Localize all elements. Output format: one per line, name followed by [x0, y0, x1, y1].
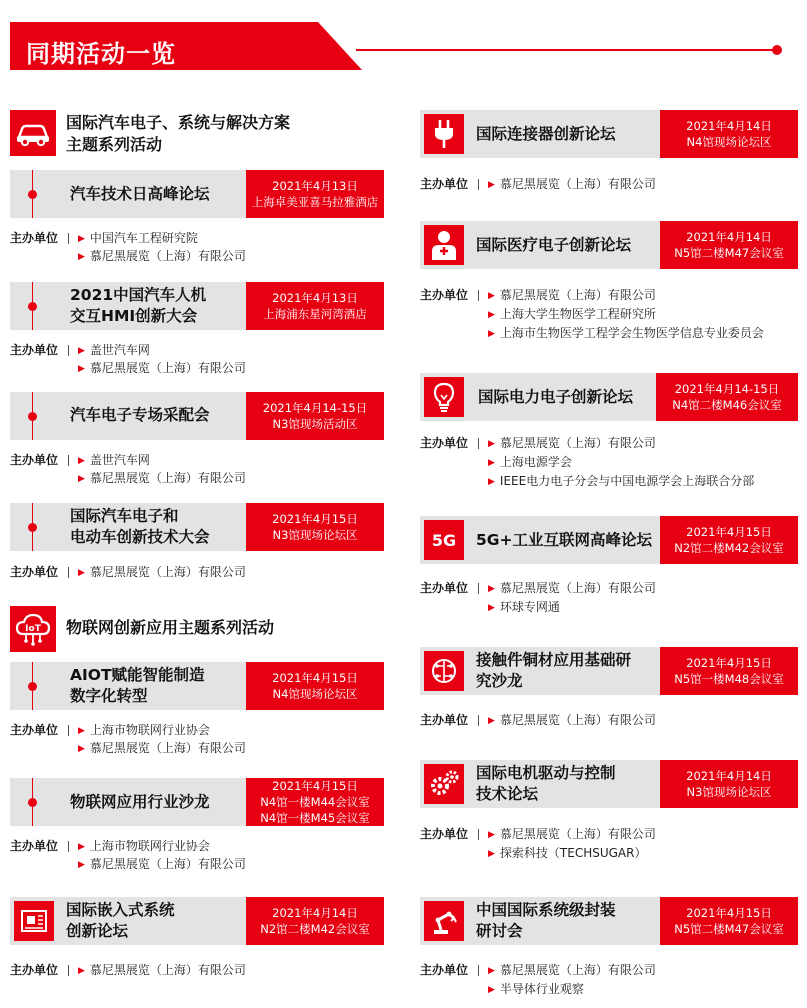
organizer-item: ▶ 慕尼黑展览（上海）有限公司	[488, 713, 656, 727]
organizer-item: ▶ 慕尼黑展览（上海）有限公司	[488, 963, 656, 977]
gears-icon	[424, 764, 464, 804]
event-date-venue: 2021年4月15日 N5馆一楼M48会议室	[660, 647, 798, 695]
organizer-label: 主办单位	[420, 827, 469, 841]
organizer-label: 主办单位	[10, 723, 59, 737]
iot-cloud-icon	[10, 606, 56, 652]
organizer-item: ▶ 环球专网通	[488, 600, 560, 614]
organizer-label: 主办单位	[10, 963, 59, 977]
organizer-item: ▶ 慕尼黑展览（上海）有限公司	[488, 288, 656, 302]
organizer-label: 主办单位	[420, 713, 469, 727]
event-date-venue: 2021年4月14日 N4馆现场论坛区	[660, 110, 798, 158]
event-title: 国际电力电子创新论坛	[478, 388, 634, 406]
organizer-item: ▶ 半导体行业观察	[488, 982, 584, 996]
organizer-separator	[68, 345, 69, 356]
organizer-item: ▶ 慕尼黑展览（上海）有限公司	[78, 249, 246, 263]
event-title: AIOT赋能智能制造 数字化转型	[70, 666, 205, 705]
organizer-separator	[478, 179, 479, 190]
event-title: 物联网应用行业沙龙	[70, 793, 210, 811]
organizer-separator	[478, 583, 479, 594]
event-date-venue: 2021年4月13日 上海浦东星河湾酒店	[246, 282, 384, 330]
organizer-label: 主办单位	[10, 839, 59, 853]
organizer-label: 主办单位	[10, 453, 59, 467]
page-title: 同期活动一览	[26, 40, 176, 68]
category-title-iot: 物联网创新应用主题系列活动	[66, 618, 275, 637]
event-date-venue: 2021年4月14-15日 N4馆二楼M46会议室	[656, 373, 798, 421]
robot-arm-icon	[424, 901, 464, 941]
event-title: 汽车技术日高峰论坛	[70, 185, 210, 203]
event-marker-dot	[28, 682, 37, 691]
event-title: 中国国际系统级封装 研讨会	[476, 901, 616, 940]
event-date-venue: 2021年4月15日 N2馆二楼M42会议室	[660, 516, 798, 564]
event-title: 5G+工业互联网高峰论坛	[476, 531, 652, 549]
lightbulb-icon	[424, 377, 464, 417]
organizer-label: 主办单位	[10, 231, 59, 245]
organizer-item: ▶ 探索科技（TECHSUGAR）	[488, 846, 647, 860]
organizer-label: 主办单位	[10, 565, 59, 579]
event-marker-dot	[28, 190, 37, 199]
doctor-icon	[424, 225, 464, 265]
svg-text:IoT: IoT	[25, 624, 41, 634]
organizer-separator	[478, 290, 479, 301]
organizer-item: ▶ 慕尼黑展览（上海）有限公司	[488, 827, 656, 841]
organizer-label: 主办单位	[420, 963, 469, 977]
organizer-separator	[478, 715, 479, 726]
event-marker-dot	[28, 798, 37, 807]
event-title: 国际电机驱动与控制 技术论坛	[476, 764, 616, 803]
organizer-item: ▶ 慕尼黑展览（上海）有限公司	[78, 565, 246, 579]
organizer-separator	[68, 233, 69, 244]
organizer-item: ▶ 中国汽车工程研究院	[78, 231, 198, 245]
event-title: 国际嵌入式系统 创新论坛	[66, 901, 175, 940]
car-icon	[10, 110, 56, 156]
organizer-item: ▶ 上海大学生物医学工程研究所	[488, 307, 656, 321]
organizer-item: ▶ 慕尼黑展览（上海）有限公司	[488, 177, 656, 191]
organizer-separator	[478, 829, 479, 840]
organizer-separator	[478, 438, 479, 449]
organizer-item: ▶ 上海市物联网行业协会	[78, 839, 210, 853]
event-date-venue: 2021年4月15日 N4馆现场论坛区	[246, 662, 384, 710]
event-title: 国际汽车电子和 电动车创新技术大会	[70, 507, 210, 546]
event-date-venue: 2021年4月14日 N3馆现场论坛区	[660, 760, 798, 808]
event-date-venue: 2021年4月14-15日 N3馆现场活动区	[246, 392, 384, 440]
organizer-item: ▶ 上海市物联网行业协会	[78, 723, 210, 737]
5g-icon: 5G	[424, 520, 464, 560]
event-date-venue: 2021年4月14日 N5馆二楼M47会议室	[660, 221, 798, 269]
organizer-item: ▶ 盖世汽车网	[78, 343, 150, 357]
event-date-venue: 2021年4月14日 N2馆二楼M42会议室	[246, 897, 384, 945]
event-date-venue: 2021年4月15日 N4馆一楼M44会议室 N4馆一楼M45会议室	[246, 778, 384, 826]
header-rule-dot	[772, 45, 782, 55]
event-date-venue: 2021年4月13日 上海卓美亚喜马拉雅酒店	[246, 170, 384, 218]
organizer-item: ▶ 慕尼黑展览（上海）有限公司	[488, 581, 656, 595]
event-date-venue: 2021年4月15日 N3馆现场论坛区	[246, 503, 384, 551]
brain-circuit-icon	[424, 651, 464, 691]
organizer-separator	[478, 965, 479, 976]
organizer-label: 主办单位	[420, 177, 469, 191]
organizer-item: ▶ 盖世汽车网	[78, 453, 150, 467]
event-title: 2021中国汽车人机 交互HMI创新大会	[70, 286, 207, 325]
organizer-separator	[68, 455, 69, 466]
organizer-separator	[68, 841, 69, 852]
circuit-board-icon	[14, 901, 54, 941]
organizer-item: ▶ 慕尼黑展览（上海）有限公司	[78, 471, 246, 485]
event-date-venue: 2021年4月15日 N5馆二楼M47会议室	[660, 897, 798, 945]
organizer-item: ▶ 上海市生物医学工程学会生物医学信息专业委员会	[488, 326, 764, 340]
event-marker-dot	[28, 523, 37, 532]
event-marker-dot	[28, 302, 37, 311]
organizer-item: ▶ IEEE电力电子分会与中国电源学会上海联合分部	[488, 474, 755, 488]
organizer-label: 主办单位	[420, 288, 469, 302]
organizer-item: ▶ 慕尼黑展览（上海）有限公司	[78, 963, 246, 977]
organizer-separator	[68, 965, 69, 976]
event-title: 国际连接器创新论坛	[476, 125, 616, 143]
event-marker-dot	[28, 412, 37, 421]
organizer-item: ▶ 慕尼黑展览（上海）有限公司	[78, 857, 246, 871]
organizer-item: ▶ 上海电源学会	[488, 455, 572, 469]
organizer-label: 主办单位	[10, 343, 59, 357]
organizer-separator	[68, 567, 69, 578]
plug-icon	[424, 114, 464, 154]
organizer-separator	[68, 725, 69, 736]
organizer-item: ▶ 慕尼黑展览（上海）有限公司	[488, 436, 656, 450]
organizer-item: ▶ 慕尼黑展览（上海）有限公司	[78, 741, 246, 755]
organizer-label: 主办单位	[420, 436, 469, 450]
header-rule	[356, 49, 776, 51]
event-title: 国际医疗电子创新论坛	[476, 236, 632, 254]
event-title: 接触件铜材应用基础研 究沙龙	[476, 651, 632, 690]
event-title: 汽车电子专场采配会	[70, 406, 210, 424]
organizer-label: 主办单位	[420, 581, 469, 595]
category-title-auto: 国际汽车电子、系统与解决方案 主题系列活动	[66, 113, 291, 154]
organizer-item: ▶ 慕尼黑展览（上海）有限公司	[78, 361, 246, 375]
